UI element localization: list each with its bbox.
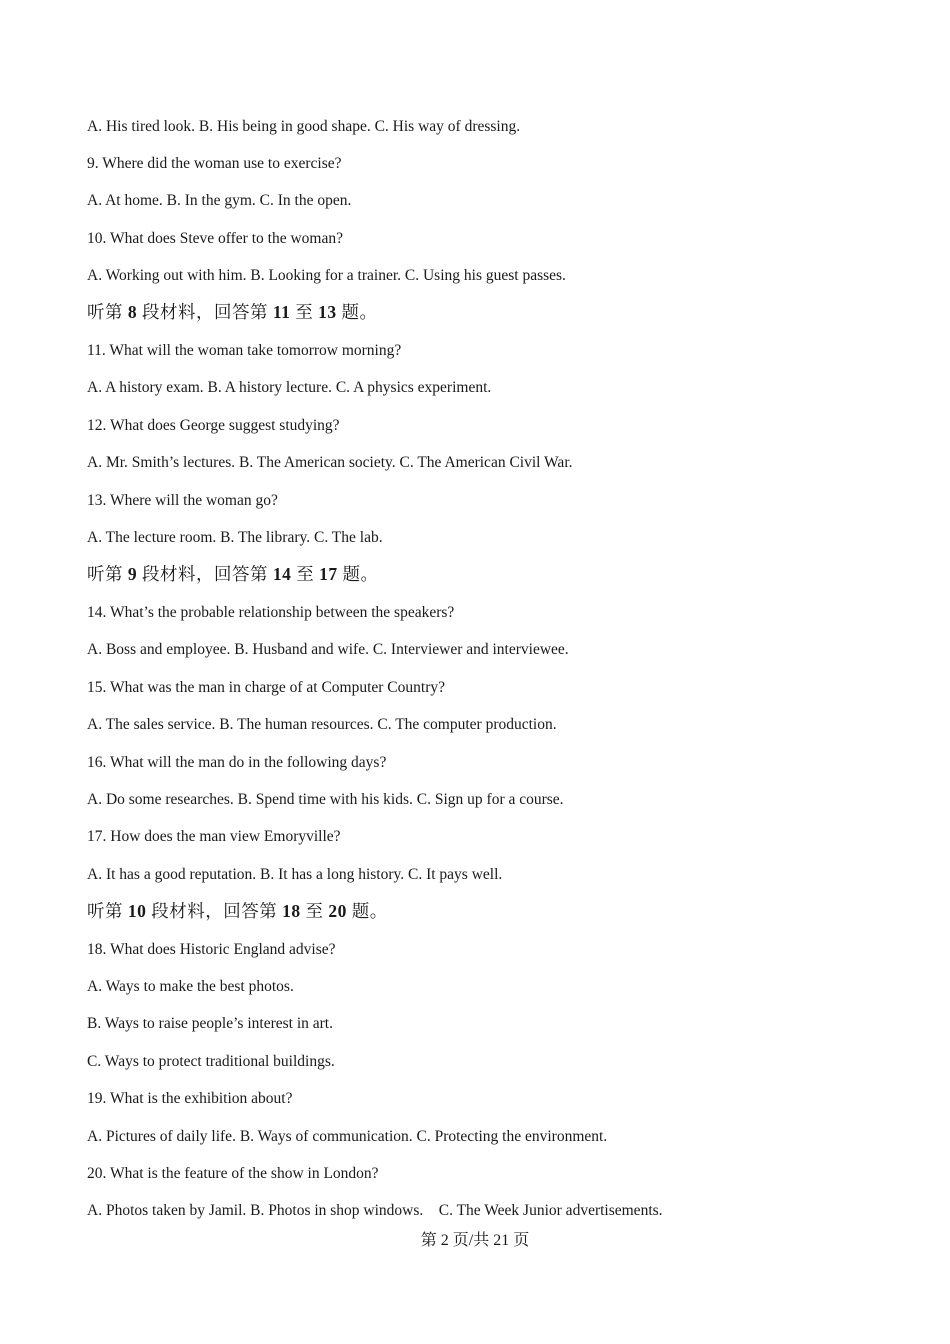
answer-options-q14: A. Boss and employee. B. Husband and wife. C. Interviewer and interviewee.: [87, 641, 569, 658]
answer-options-q19: A. Pictures of daily life. B. Ways of communication. C. Protecting the environment.: [87, 1128, 608, 1145]
question-18: 18. What does Historic England advise?: [87, 941, 336, 958]
answer-options-q9: A. At home. B. In the gym. C. In the open.: [87, 192, 352, 209]
answer-options-q12: A. Mr. Smith’s lectures. B. The American society. C. The American Civil War.: [87, 454, 573, 471]
answer-option-18c: C. Ways to protect traditional buildings.: [87, 1053, 335, 1070]
answer-options-q13: A. The lecture room. B. The library. C. The lab.: [87, 529, 383, 546]
question-20: 20. What is the feature of the show in London?: [87, 1165, 379, 1182]
answer-options-q20: A. Photos taken by Jamil. B. Photos in shop windows. C. The Week Junior advertisements.: [87, 1202, 663, 1219]
section-heading-9: 听第 9 段材料，回答第 14 至 17 题。: [87, 564, 379, 584]
section-heading-8: 听第 8 段材料，回答第 11 至 13 题。: [87, 302, 378, 322]
question-10: 10. What does Steve offer to the woman?: [87, 230, 343, 247]
question-12: 12. What does George suggest studying?: [87, 417, 340, 434]
question-9: 9. Where did the woman use to exercise?: [87, 155, 342, 172]
answer-option-18a: A. Ways to make the best photos.: [87, 978, 294, 995]
answer-options-q11: A. A history exam. B. A history lecture. C. A physics experiment.: [87, 379, 492, 396]
section-heading-10: 听第 10 段材料，回答第 18 至 20 题。: [87, 901, 388, 921]
answer-option-18b: B. Ways to raise people’s interest in art.: [87, 1015, 333, 1032]
question-16: 16. What will the man do in the following days?: [87, 754, 387, 771]
answer-options-q15: A. The sales service. B. The human resources. C. The computer production.: [87, 716, 557, 733]
question-15: 15. What was the man in charge of at Computer Country?: [87, 679, 445, 696]
answer-options-q10: A. Working out with him. B. Looking for a trainer. C. Using his guest passes.: [87, 267, 566, 284]
question-17: 17. How does the man view Emoryville?: [87, 828, 341, 845]
answer-options-q8: A. His tired look. B. His being in good shape. C. His way of dressing.: [87, 118, 521, 135]
question-11: 11. What will the woman take tomorrow morning?: [87, 342, 402, 359]
page-number-footer: 第 2 页/共 21 页: [420, 1232, 530, 1249]
question-19: 19. What is the exhibition about?: [87, 1090, 293, 1107]
answer-options-q16: A. Do some researches. B. Spend time with his kids. C. Sign up for a course.: [87, 791, 564, 808]
question-13: 13. Where will the woman go?: [87, 492, 278, 509]
answer-options-q17: A. It has a good reputation. B. It has a long history. C. It pays well.: [87, 866, 503, 883]
question-14: 14. What’s the probable relationship between the speakers?: [87, 604, 455, 621]
